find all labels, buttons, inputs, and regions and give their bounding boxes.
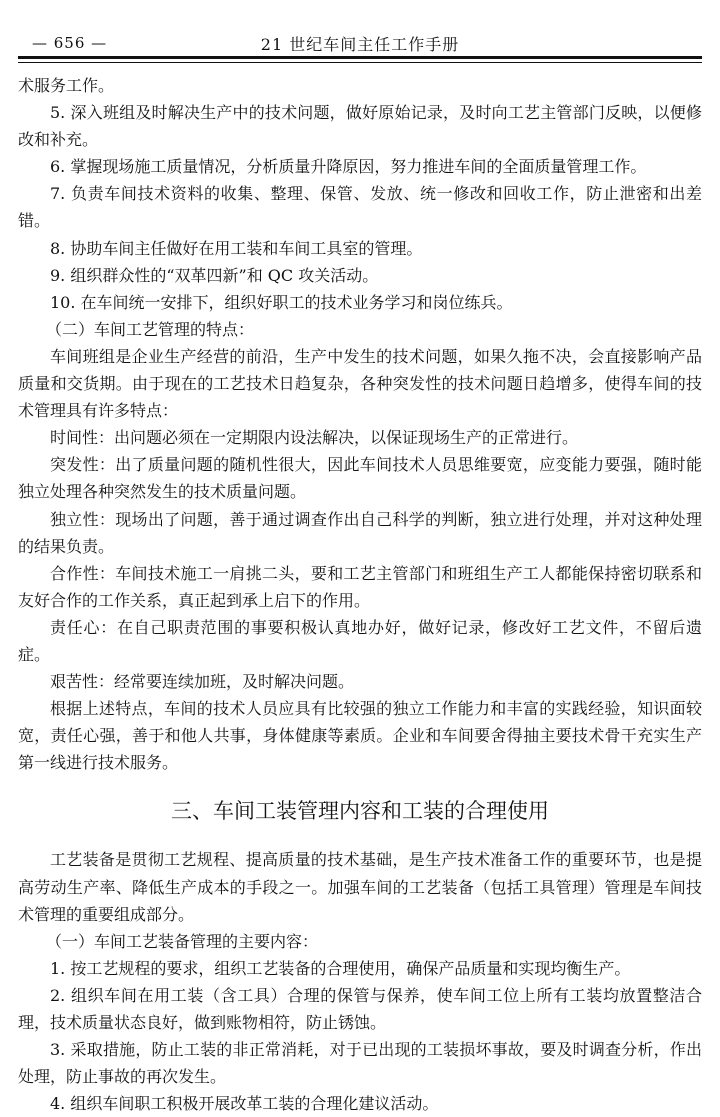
paragraph: 车间班组是企业生产经营的前沿，生产中发生的技术问题，如果久拖不决，会直接影响产品质量和交货期。由于现在的工艺技术日趋复杂，各种突发性的技术问题日趋增多，使得车间的技术管理具有许多特点： xyxy=(18,346,702,421)
list-item: 10. 在车间统一安排下，组织好职工的技术业务学习和岗位练兵。 xyxy=(50,292,513,312)
paragraph: 独立性：现场出了问题，善于通过调查作出自己科学的判断，独立进行处理，并对这种处理的结果负责。 xyxy=(18,509,702,556)
header-rule-thick xyxy=(18,56,702,59)
list-item: 3. 采取措施，防止工装的非正常消耗，对于已出现的工装损坏事故，要及时调查分析，作出处理，防止事故的再次发生。 xyxy=(18,1040,702,1087)
subheading: （二）车间工艺管理的特点： xyxy=(46,319,255,339)
list-item: 9. 组织群众性的“双革四新”和 QC 攻关活动。 xyxy=(50,265,379,285)
paragraph: 时间性：出问题必须在一定期限内设法解决，以保证现场生产的正常进行。 xyxy=(50,428,579,448)
list-item: 5. 深入班组及时解决生产中的技术问题，做好原始记录，及时向工艺主管部门反映，以便修改和补充。 xyxy=(18,103,702,150)
list-item: 8. 协助车间主任做好在用工装和车间工具室的管理。 xyxy=(50,238,423,258)
paragraph: 工艺装备是贯彻工艺规程、提高质量的技术基础，是生产技术准备工作的重要环节，也是提高劳动生产率、降低生产成本的手段之一。加强车间的工艺装备（包括工具管理）管理是车间技术管理的重要组成部分。 xyxy=(18,850,702,924)
page-header xyxy=(18,28,702,52)
section-heading: 三、车间工装管理内容和工装的合理使用 xyxy=(171,799,549,824)
paragraph: 责任心：在自己职责范围的事要积极认真地办好，做好记录，修改好工艺文件，不留后遗症。 xyxy=(18,617,702,664)
header-rule-thin xyxy=(18,62,702,63)
list-item: 7. 负责车间技术资料的收集、整理、保管、发放、统一修改和回收工作，防止泄密和出差错。 xyxy=(18,184,702,231)
running-title: 21 世纪车间主任工作手册 xyxy=(260,35,460,54)
list-item: 1. 按工艺规程的要求，组织工艺装备的合理使用，确保产品质量和实现均衡生产。 xyxy=(50,958,631,978)
paragraph: 根据上述特点，车间的技术人员应具有比较强的独立工作能力和丰富的实践经验，知识面较宽，责任心强，善于和他人共事，身体健康等素质。企业和车间要舍得抽主要技术骨干充实生产第一线进行技术服务。 xyxy=(18,699,702,773)
page-number: — 656 — xyxy=(32,34,108,52)
subheading: （一）车间工艺装备管理的主要内容： xyxy=(46,931,319,951)
list-item: 6. 掌握现场施工质量情况，分析质量升降原因，努力推进车间的全面质量管理工作。 xyxy=(50,157,647,177)
paragraph: 艰苦性：经常要连续加班，及时解决问题。 xyxy=(50,672,355,692)
list-item: 2. 组织车间在用工装（含工具）合理的保管与保养，使车间工位上所有工装均放置整洁合理，技术质量状态良好，做到账物相符，防止锈蚀。 xyxy=(18,985,702,1032)
paragraph: 术服务工作。 xyxy=(18,76,115,95)
page-body xyxy=(18,72,702,1117)
paragraph: 突发性：出了质量问题的随机性很大，因此车间技术人员思维要宽，应变能力要强，随时能独立处理各种突然发生的技术质量问题。 xyxy=(18,455,702,502)
paragraph: 合作性：车间技术施工一肩挑二头，要和工艺主管部门和班组生产工人都能保持密切联系和友好合作的工作关系，真正起到承上启下的作用。 xyxy=(18,563,702,610)
list-item: 4. 组织车间职工积极开展改革工装的合理化建议活动。 xyxy=(50,1094,439,1114)
